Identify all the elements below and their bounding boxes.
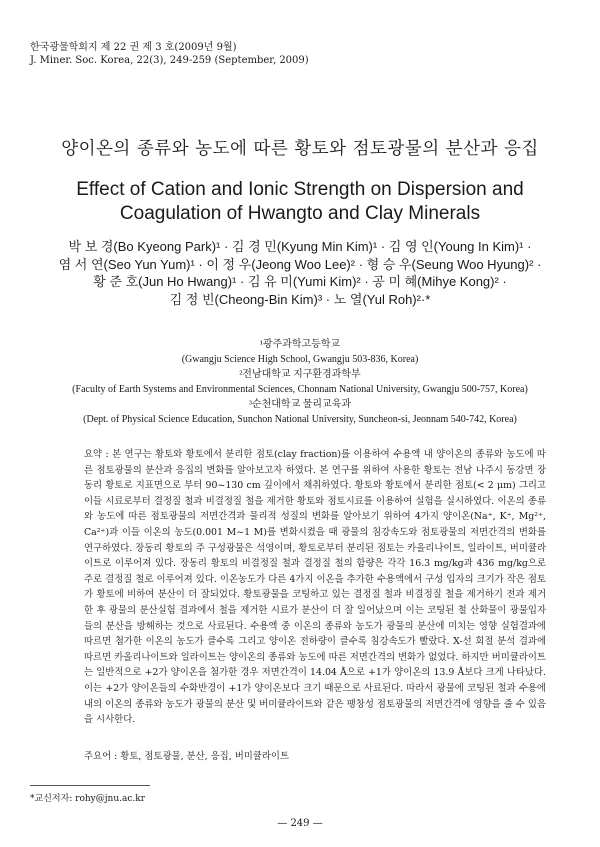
journal-header — [30, 41, 309, 67]
author-line: 황 준 호(Jun Ho Hwang)¹ · 김 유 미(Yumi Kim)² · 공 미 혜(Mihye Kong)² · — [93, 274, 507, 289]
author-line: 박 보 경(Bo Kyeong Park)¹ · 김 경 민(Kyung Min Kim)¹ · 김 영 인(Young In Kim)¹ · — [68, 239, 532, 254]
page-number: — 249 — — [277, 818, 323, 829]
affiliation-korean: ³순천대학교 물리교육과 — [248, 399, 352, 410]
author-list — [40, 238, 560, 308]
affiliation-english: (Dept. of Physical Science Education, Sunchon National University, Suncheon-si, Jeonnam 540-742, Korea) — [83, 414, 517, 425]
corresponding-author-footnote: *교신저자: rohy@jnu.ac.kr — [30, 794, 146, 804]
title-english: Effect of Cation and Ionic Strength on Dispersion and Coagulation of Hwangto and Clay Minerals — [76, 179, 524, 224]
abstract: 요약 : 본 연구는 황토와 황토에서 분리한 점토(clay fraction)를 이용하여 수용액 내 양이온의 종류와 농도에 따른 점토광물의 분산과 응집의 변화를 알아보고자 하였다. 본 연구를 위하여 사용한 황토는 전남 나주시 동강면 장동리 황토로 지표면으로 부터 90~130 cm 깊이에서 채취하였다. 황토와 황토에서 분리한 점토(< 2 μm) 그리고 이들 시료로부터 결정질 철과 비결정질 철을 제거한 황토와 점토시료를 이용하여 실험을 실시하였다. 이온의 종류와 농도에 따른 점토광물의 저면간격과 물리적 성질의 변화를 알아보기 위하여 4가지 양이온(Na⁺, K⁺, Mg²⁺, Ca²⁺)과 이들 이온의 농도(0.001 M~1 M)를 변화시켰을 때 광물의 침강속도와 점토광물의 저면간격의 변화를 연구하였다. 장동리 황토의 주 구성광물은 석영이며, 황토로부터 분리된 점토는 카올리나이트, 일라이트, 버미큘라이트로 이루어져 있다. 장동리 황토의 비결정질 철과 결정질 철의 함량은 각각 16.3 mg/kg과 436 mg/kg으로 주로 결정질 철로 이루어져 있다. 이온농도가 다른 4가지 이온을 추가한 수용액에서 구성 입자의 크기가 작은 점토가 황토에 비하여 분산이 더 잘되었다. 황토광물을 코팅하고 있는 결정질 철과 비결정질 철을 제거하기 전과 제거한 후 광물의 분산실험 결과에서 철을 제거한 시료가 분산이 더 잘 일어났으며 이는 코팅된 철 산화물이 광물입자들의 분산을 방해하는 것으로 사료된다. 수용액 중 이온의 종류와 농도가 광물의 분산에 미치는 영향 실험결과에 따르면 첨가한 이온의 농도가 클수록 그리고 양이온 전하량이 클수록 침강속도가 빨랐다. X-선 회절 분석 결과에 따르면 카올리나이트와 일라이트는 양이온의 종류와 농도에 따른 저면간격의 변화가 없었다. 하지만 버미큘라이트는 일반적으로 +2가 양이온을 첨가한 경우 저면간격이 14.04 Å으로 +1가 양이온의 13.9 Å보다 크게 나타났다. 이는 +2가 양이온들의 수화반경이 +1가 양이온보다 크기 때문으로 사료된다. 따라서 광물에 코팅된 철과 수용에 내의 이온의 종류와 농도가 광물의 분산 및 버미큘라이트와 같은 팽창성 점토광물의 저면간격에 영향을 줄 수 있음을 시사한다. — [84, 449, 546, 726]
title-korean: 양이온의 종류와 농도에 따른 황토와 점토광물의 분산과 응집 — [61, 139, 539, 159]
affiliation-english: (Gwangju Science High School, Gwangju 503-836, Korea) — [181, 354, 419, 365]
affiliation-korean: ¹광주과학고등학교 — [259, 339, 341, 350]
footnote-divider — [30, 785, 150, 786]
affiliation-english: (Faculty of Earth Systems and Environmental Sciences, Chonnam National University, Gwangju 500-757, Korea) — [72, 384, 528, 395]
journal-citation-english: J. Miner. Soc. Korea, 22(3), 249-259 (September, 2009) — [30, 55, 309, 66]
affiliation-korean: ²전남대학교 지구환경과학부 — [239, 369, 361, 380]
journal-citation-korean: 한국광물학회지 제 22 권 제 3 호(2009년 9월) — [30, 42, 237, 53]
affiliation-list — [20, 337, 580, 427]
author-line: 염 서 연(Seo Yun Yum)¹ · 이 정 우(Jeong Woo Lee)² · 형 승 우(Seung Woo Hyung)² · — [58, 256, 542, 272]
keywords: 주요어 : 황토, 점토광물, 분산, 응집, 버미큘라이트 — [84, 751, 290, 762]
author-line: 김 정 빈(Cheong-Bin Kim)³ · 노 열(Yul Roh)²·* — [169, 291, 431, 307]
